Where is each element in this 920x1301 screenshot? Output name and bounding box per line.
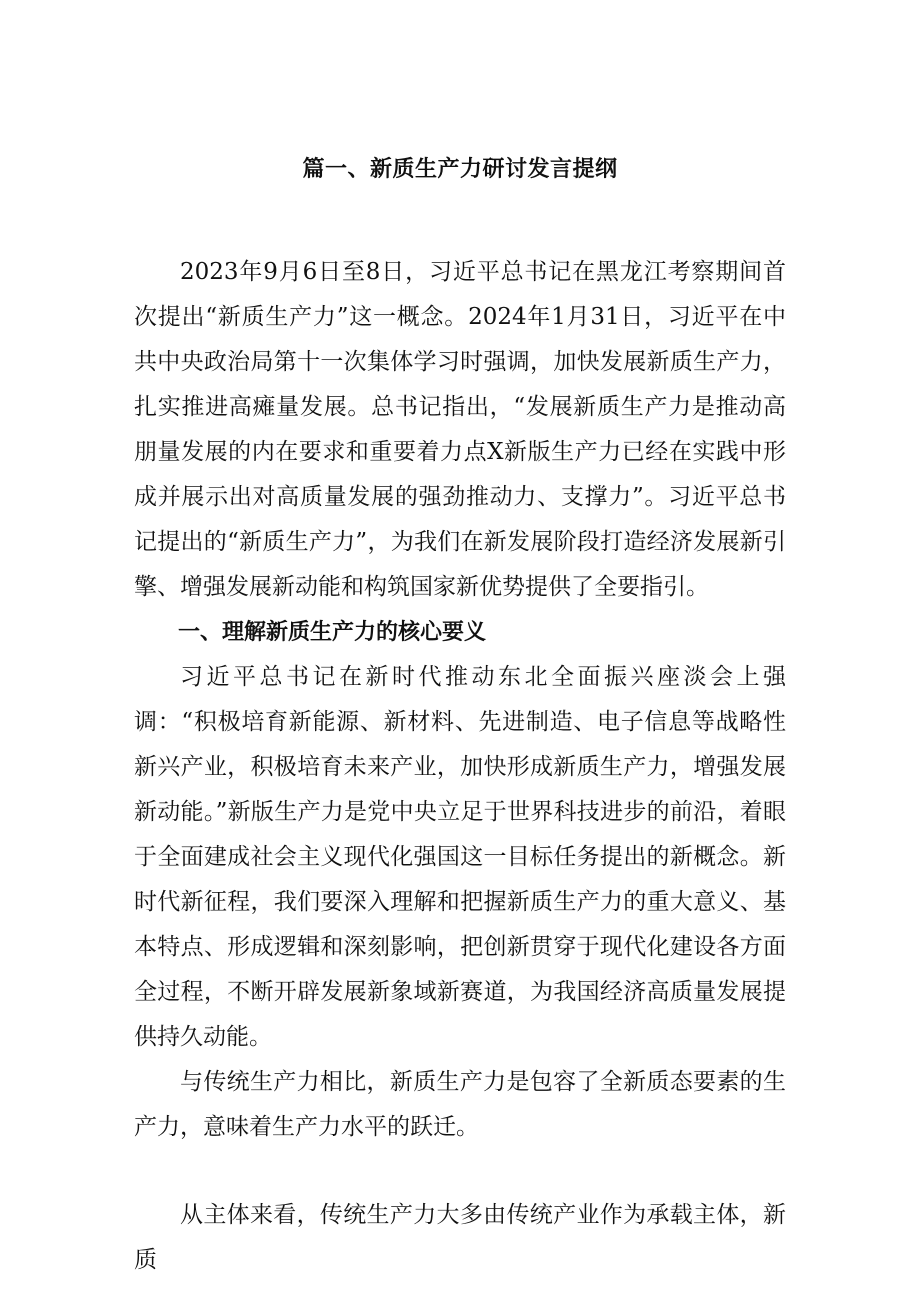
paragraph-subject: 从主体来看，传统生产力大多由传统产业作为承载主体，新质 xyxy=(134,1202,786,1273)
paragraph-intro: 2023年9月6日至8日，习近平总书记在黑龙江考察期间首次提出“新质生产力”这一概念。2024年1月31日，习近平在中共中央政治局第十一次集体学习时强调，加快发展新质生产力，扎实推进高瘫量发展。总书记指出，“发展新质生产力是推动高朋量发展的内在要求和重要着力点X新版生产力已经在实践中形成并展示出对高质量发展的强劲推动力、支撑力”。习近平总书记提出的“新质生产力”，为我们在新发展阶段打造经济发展新引擎、增强发展新动能和构筑国家新优势提供了全要指引。 xyxy=(134,259,786,600)
section-heading: 一、理解新质生产力的核心要义 xyxy=(178,620,487,645)
paragraph-gap xyxy=(134,1150,786,1193)
paragraph-comparison: 与传统生产力相比，新质生产力是包容了全新质态要素的生产力，意味着生产力水平的跃迁。 xyxy=(134,1069,786,1140)
paragraph-core-meaning: 习近平总书记在新时代推动东北全面振兴座淡会上强调：“积极培育新能源、新材料、先进制造、电子信息等战略性新兴产业，积极培育未来产业，加快形成新质生产力，增强发展新动能。”新版生产力是党中央立足于世界科技进步的前沿，着眼于全面建成社会主义现代化强国这一目标任务提出的新概念。新时代新征程，我们要深入理解和把握新质生产力的重大意义、基本特点、形成逻辑和深刻影响，把创新贯穿于现代化建设各方面全过程，不断开辟发展新象域新赛道，为我国经济高质量发展提供持久动能。 xyxy=(134,664,786,1050)
document-title: 篇一、新质生产力研讨发言提纲 xyxy=(302,157,618,182)
document-body xyxy=(134,250,786,1283)
